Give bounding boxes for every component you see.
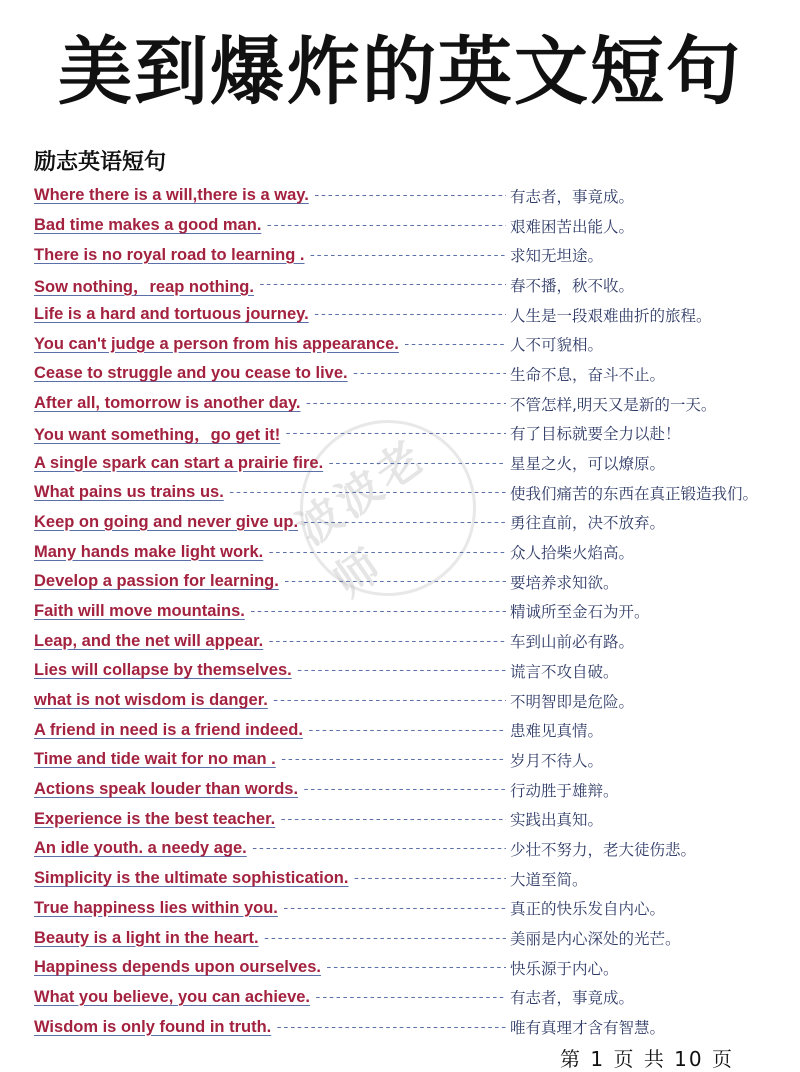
english-phrase: Develop a passion for learning.: [34, 572, 279, 591]
dash-leader: [249, 604, 506, 619]
english-phrase: Where there is a will,there is a way.: [34, 186, 309, 205]
chinese-translation: 少壮不努力，老大徒伤悲。: [510, 840, 697, 859]
dash-leader: [302, 515, 506, 530]
english-phrase: Wisdom is only found in truth.: [34, 1017, 272, 1036]
list-item: [34, 300, 774, 330]
dash-leader: [284, 426, 506, 441]
chinese-translation: 使我们痛苦的东西在真正锻造我们。: [510, 484, 759, 503]
english-phrase: Lies will collapse by themselves.: [34, 661, 292, 680]
chinese-translation: 要培养求知欲。: [510, 573, 619, 592]
english-phrase: There is no royal road to learning .: [34, 245, 305, 264]
list-item: [34, 240, 774, 270]
dash-leader: [314, 990, 506, 1005]
dash-leader: [308, 248, 506, 263]
english-phrase: What you believe, you can achieve.: [34, 987, 311, 1006]
list-item: [34, 923, 774, 953]
dash-leader: [313, 307, 506, 322]
english-phrase: A single spark can start a prairie fire.: [34, 453, 324, 472]
page-number: 第 1 页 共 10 页: [560, 1047, 734, 1071]
list-item: [34, 270, 774, 300]
english-phrase: Life is a hard and tortuous journey.: [34, 305, 309, 324]
dash-leader: [228, 485, 506, 500]
chinese-translation: 真正的快乐发自内心。: [510, 900, 666, 919]
english-phrase: True happiness lies within you.: [34, 898, 278, 917]
english-phrase: Actions speak louder than words.: [34, 780, 299, 799]
chinese-translation: 人不可貌相。: [510, 336, 604, 355]
chinese-translation: 美丽是内心深处的光芒。: [510, 930, 681, 949]
dash-leader: [307, 723, 506, 738]
chinese-translation: 人生是一段艰难曲折的旅程。: [510, 306, 712, 325]
dash-leader: [263, 931, 506, 946]
list-item: [34, 211, 774, 241]
dash-leader: [272, 693, 506, 708]
english-phrase: Faith will move mountains.: [34, 601, 245, 620]
phrase-list: [34, 181, 774, 1042]
chinese-translation: 求知无坦途。: [510, 247, 604, 266]
chinese-translation: 患难见真情。: [510, 722, 604, 741]
list-item: [34, 537, 774, 567]
dash-leader: [352, 871, 506, 886]
chinese-translation: 春不播，秋不收。: [510, 276, 635, 295]
dash-leader: [305, 396, 507, 411]
english-phrase: You can't judge a person from his appearance.: [34, 334, 399, 353]
english-phrase: Bad time makes a good man.: [34, 216, 262, 235]
dash-leader: [313, 188, 506, 203]
list-item: [34, 656, 774, 686]
section-title: 励志英语短句: [34, 150, 167, 175]
list-item: [34, 419, 774, 449]
dash-leader: [296, 663, 506, 678]
english-phrase: Sow nothing，reap nothing.: [34, 277, 254, 296]
dash-leader: [325, 960, 506, 975]
list-item: [34, 834, 774, 864]
chinese-translation: 岁月不待人。: [510, 751, 604, 770]
list-item: [34, 1012, 774, 1042]
english-phrase: Happiness depends upon ourselves.: [34, 958, 321, 977]
dash-leader: [279, 812, 506, 827]
dash-leader: [267, 545, 506, 560]
dash-leader: [327, 456, 506, 471]
chinese-translation: 大道至简。: [510, 870, 588, 889]
chinese-translation: 唯有真理才含有智慧。: [510, 1019, 666, 1038]
chinese-translation: 有志者，事竟成。: [510, 187, 635, 206]
dash-leader: [283, 574, 506, 589]
list-item: [34, 389, 774, 419]
dash-leader: [251, 841, 506, 856]
english-phrase: Many hands make light work.: [34, 542, 264, 561]
chinese-translation: 精诚所至金石为开。: [510, 603, 650, 622]
dash-leader: [275, 1020, 506, 1035]
list-item: [34, 804, 774, 834]
list-item: [34, 359, 774, 389]
english-phrase: After all, tomorrow is another day.: [34, 394, 301, 413]
chinese-translation: 谎言不攻自破。: [510, 662, 619, 681]
english-phrase: Simplicity is the ultimate sophistication.: [34, 869, 349, 888]
list-item: [34, 953, 774, 983]
english-phrase: Time and tide wait for no man .: [34, 750, 276, 769]
chinese-translation: 车到山前必有路。: [510, 633, 635, 652]
english-phrase: Beauty is a light in the heart.: [34, 928, 259, 947]
chinese-translation: 艰难困苦出能人。: [510, 217, 635, 236]
dash-leader: [280, 752, 506, 767]
list-item: [34, 567, 774, 597]
list-item: [34, 181, 774, 211]
english-phrase: You want something，go get it!: [34, 426, 281, 445]
list-item: [34, 775, 774, 805]
english-phrase: Experience is the best teacher.: [34, 809, 276, 828]
english-phrase: Leap, and the net will appear.: [34, 631, 264, 650]
chinese-translation: 星星之火，可以燎原。: [510, 455, 666, 474]
list-item: [34, 894, 774, 924]
list-item: [34, 626, 774, 656]
list-item: [34, 715, 774, 745]
chinese-translation: 有志者，事竟成。: [510, 989, 635, 1008]
dash-leader: [403, 337, 506, 352]
list-item: [34, 597, 774, 627]
watermark-text: 波波老师: [287, 430, 436, 608]
chinese-translation: 勇往直前，决不放弃。: [510, 514, 666, 533]
list-item: [34, 329, 774, 359]
list-item: [34, 745, 774, 775]
list-item: [34, 448, 774, 478]
chinese-translation: 快乐源于内心。: [510, 959, 619, 978]
dash-leader: [302, 782, 506, 797]
list-item: [34, 686, 774, 716]
chinese-translation: 有了目标就要全力以赴！: [510, 425, 681, 444]
english-phrase: An idle youth. a needy age.: [34, 839, 247, 858]
english-phrase: A friend in need is a friend indeed.: [34, 720, 303, 739]
list-item: [34, 508, 774, 538]
chinese-translation: 众人拾柴火焰高。: [510, 544, 635, 563]
english-phrase: Keep on going and never give up.: [34, 512, 299, 531]
dash-leader: [265, 218, 506, 233]
chinese-translation: 生命不息，奋斗不止。: [510, 365, 666, 384]
chinese-translation: 不管怎样,明天又是新的一天。: [510, 395, 717, 414]
english-phrase: what is not wisdom is danger.: [34, 691, 268, 710]
dash-leader: [282, 901, 506, 916]
english-phrase: What pains us trains us.: [34, 483, 224, 502]
english-phrase: Cease to struggle and you cease to live.: [34, 364, 348, 383]
list-item: [34, 983, 774, 1013]
list-item: [34, 864, 774, 894]
dash-leader: [352, 366, 506, 381]
chinese-translation: 实践出真知。: [510, 811, 604, 830]
chinese-translation: 不明智即是危险。: [510, 692, 635, 711]
dash-leader: [258, 277, 506, 292]
chinese-translation: 行动胜于雄辩。: [510, 781, 619, 800]
dash-leader: [267, 634, 506, 649]
page-title: 美到爆炸的英文短句: [58, 29, 742, 115]
list-item: [34, 478, 774, 508]
